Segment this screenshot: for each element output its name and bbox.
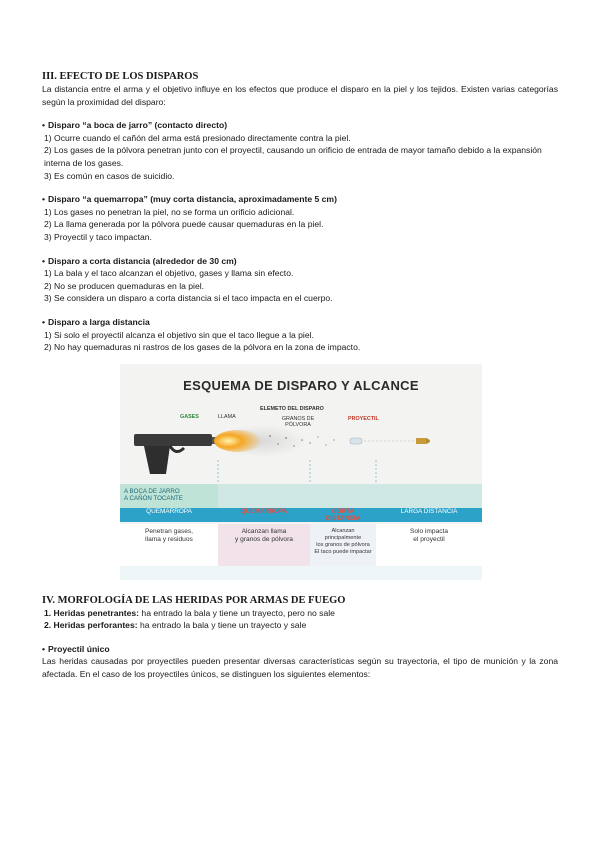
label-proyectil: PROYECTIL bbox=[348, 415, 379, 422]
label-granos: GRANOS DE PÓLVORA bbox=[281, 415, 315, 428]
bullet-icon: • bbox=[42, 643, 46, 654]
list-item: 3) Se considera un disparo a corta distancia si el taco impacta en el cuerpo. bbox=[44, 293, 333, 304]
list-item: 3) Proyectil y taco impactan. bbox=[44, 231, 152, 242]
list-item: 1) Ocurre cuando el cañón del arma está presionado directamente contra la piel. bbox=[44, 132, 351, 143]
list-item: 1) Los gases no penetran la piel, no se forma un orificio adicional. bbox=[44, 206, 295, 217]
bullet bbox=[416, 438, 426, 444]
column-header: LARGA DISTANCIA bbox=[400, 507, 458, 515]
shooting-range-diagram bbox=[120, 364, 482, 580]
gun-grip bbox=[144, 446, 170, 474]
list-item: 1. Heridas penetrantes: ha entrado la bala y tiene un trayecto, pero no sale bbox=[44, 607, 335, 618]
section-4-title: IV. MORFOLOGÍA DE LAS HERIDAS POR ARMAS DE FUEGO bbox=[42, 594, 346, 606]
column-description: Alcanzan principalmente los granos de pólvora El taco puede impactar bbox=[314, 527, 372, 556]
bullet-icon: • bbox=[42, 316, 46, 327]
proyectil-heading: • Proyectil único bbox=[42, 643, 110, 654]
diagram-footer bbox=[120, 566, 482, 580]
bullet-icon: • bbox=[42, 120, 46, 131]
bullet-icon: • bbox=[42, 255, 46, 266]
jarro-label: A BOCA DE JARRO A CAÑÓN TOCANTE bbox=[124, 487, 183, 502]
list-item: 2) La llama generada por la pólvora puede causar quemaduras en la piel. bbox=[44, 219, 324, 230]
category-heading: • Disparo “a boca de jarro” (contacto directo) bbox=[42, 120, 228, 131]
wad-taco bbox=[350, 438, 362, 444]
list-item: 2) No hay quemaduras ni rastros de los gases de la pólvora en la zona de impacto. bbox=[44, 342, 361, 353]
column-header: QUEMARROPA bbox=[240, 507, 288, 515]
list-item: 2) Los gases de la pólvora penetran junto con el proyectil, causando un orificio de entrada de mayor tamaño debido a la expansión interna de los gases. bbox=[44, 145, 542, 168]
category-heading: • Disparo “a quemarropa” (muy corta distancia, aproximadamente 5 cm) bbox=[42, 194, 337, 205]
column-description: Alcanzan llama y granos de pólvora bbox=[235, 527, 293, 544]
muzzle-flame bbox=[214, 430, 262, 452]
list-item: 3) Es común en casos de suicidio. bbox=[44, 170, 175, 181]
list-item: 1) Si solo el proyectil alcanza el objetivo sin que el taco llegue a la piel. bbox=[44, 329, 314, 340]
column-header: QUEMARROPA bbox=[146, 507, 192, 515]
column-header: CORTA DISTANCIA bbox=[325, 507, 361, 522]
list-item: 2) No se producen quemaduras en la piel. bbox=[44, 280, 205, 291]
diagram-title: ESQUEMA DE DISPARO Y ALCANCE bbox=[183, 377, 419, 393]
section-3-intro: La distancia entre el arma y el objetivo influye en los efectos que produce el disparo en la piel y los tejidos. Existen varias categorías según la proximidad del disparo: bbox=[42, 84, 558, 107]
label-elemento: ELEMETO DEL DISPARO bbox=[260, 405, 324, 412]
label-gases: GASES bbox=[180, 413, 199, 420]
document-page bbox=[42, 70, 558, 681]
category-heading: • Disparo a larga distancia bbox=[42, 316, 150, 327]
gun-slide bbox=[134, 434, 212, 446]
category-heading: • Disparo a corta distancia (alrededor de 30 cm) bbox=[42, 255, 237, 266]
list-item: 1) La bala y el taco alcanzan el objetivo, gases y llama sin efecto. bbox=[44, 268, 294, 279]
column-description: Solo impacta el proyectil bbox=[409, 527, 449, 544]
bullet-icon: • bbox=[42, 194, 46, 205]
label-llama: LLAMA bbox=[218, 413, 236, 420]
list-item: 2. Heridas perforantes: ha entrado la bala y tiene un trayecto y sale bbox=[44, 620, 307, 631]
gun-trigger-guard bbox=[170, 446, 184, 452]
column-description: Penetran gases, llama y residuos bbox=[144, 527, 194, 544]
section-3-title: III. EFECTO DE LOS DISPAROS bbox=[42, 71, 199, 82]
proyectil-text: Las heridas causadas por proyectiles pueden presentar diversas características según su trayectoria, el tipo de munición y la zona afectada. En el caso de los proyectiles únicos, se distinguen los siguientes elementos: bbox=[42, 656, 558, 680]
